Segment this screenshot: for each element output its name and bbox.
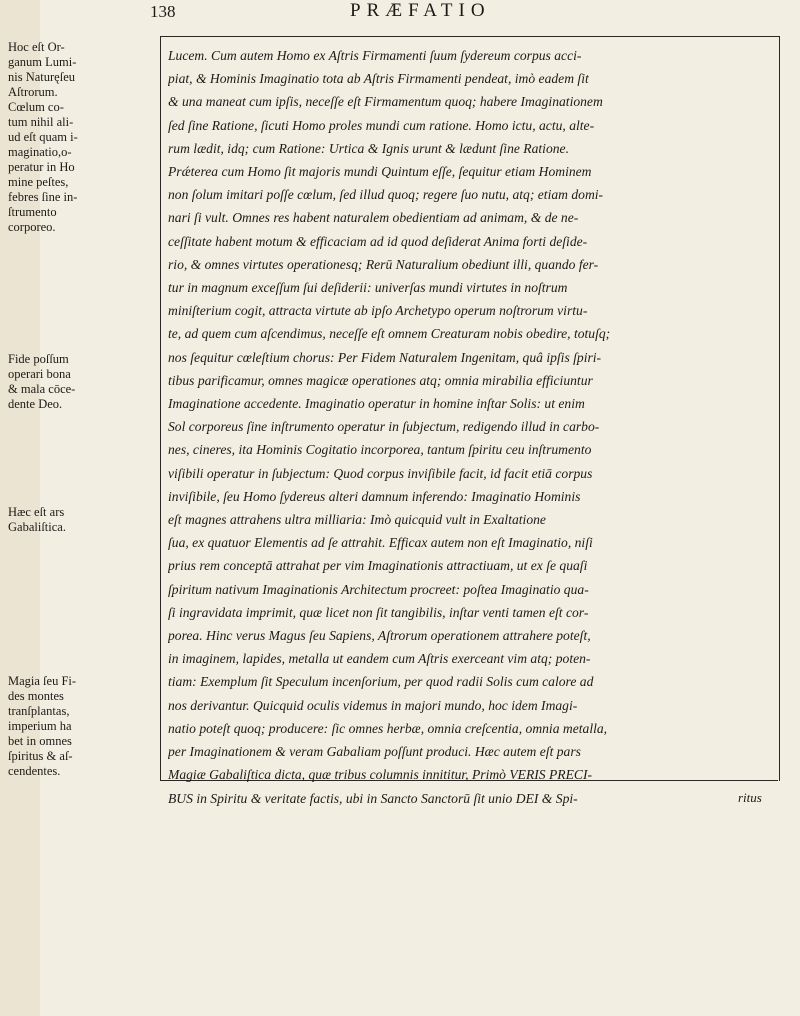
text-line: non ſolum imitari poſſe cœlum, ſed illud quoq; regere ſuo nutu, atq; etiam domi- (168, 187, 604, 203)
text-line: porea. Hinc verus Magus ſeu Sapiens, Aſtrorum operationem attrahere poteſt, (168, 628, 591, 644)
text-line: Magiæ Gabaliſtica dicta, quæ tribus columnis innititur, Primò VERIS PRECI- (168, 767, 593, 783)
margin-line: ud eſt quam i- (8, 130, 78, 144)
margin-note-gabalistica (8, 505, 158, 535)
text-line: BUS in Spiritu & veritate factis, ubi in Sancto Sanctorū ſit unio DEI & Spi- (168, 790, 578, 806)
text-line: prius rem conceptā attrahat per vim Imaginationis attractiuam, ut ex ſe quaſi (168, 558, 588, 574)
text-line: miniſterium cogit, attracta virtute ab ipſo Archetypo operum noſtrorum virtu- (168, 303, 588, 319)
text-line: ſua, ex quatuor Elementis ad ſe attrahit. Efficax autem non eſt Imaginatio, niſi (168, 535, 593, 551)
text-line: ceſſitate habent motum & efficaciam ad id quod deſiderat Anima forti deſide- (168, 233, 588, 249)
margin-line: cendentes. (8, 764, 61, 778)
text-line: Imaginatione accedente. Imaginatio operatur in homine inſtar Solis: ut enim (168, 396, 585, 412)
margin-line: operari bona (8, 367, 71, 381)
margin-line: Magia ſeu Fi- (8, 674, 77, 688)
main-text-block (168, 44, 776, 810)
margin-line: ſpiritus & aſ- (8, 749, 73, 763)
margin-line: peratur in Ho (8, 160, 75, 174)
text-line: tiam: Exemplum ſit Speculum incenſorium, per quod radii Solis cum calore ad (168, 674, 594, 690)
text-line: ſpiritum nativum Imaginationis Architectum procreet: poſtea Imaginatio qua- (168, 581, 589, 597)
margin-line: ſtrumento (8, 205, 57, 219)
margin-note-fide (8, 352, 158, 412)
margin-line: febres ſine in- (8, 190, 78, 204)
margin-line: & mala cōce- (8, 382, 76, 396)
margin-line: ganum Lumi- (8, 55, 77, 69)
text-line: natio poteſt quoq; producere: ſic omnes herbæ, omnia creſcentia, omnia metalla, (168, 720, 608, 736)
margin-line: Hoc eſt Or- (8, 40, 65, 54)
margin-line: imperium ha (8, 719, 72, 733)
margin-line: tranſplantas, (8, 704, 70, 718)
text-line: nari ſi vult. Omnes res habent naturalem obedientiam ad animam, & de ne- (168, 210, 579, 226)
margin-line: des montes (8, 689, 64, 703)
margin-line: corporeo. (8, 220, 56, 234)
text-line: tur in magnum exceſſum ſui deſiderii: univerſas mundi virtutes in noſtrum (168, 280, 568, 296)
text-line: Sol corporeus ſine inſtrumento operatur in ſubjectum, redigendo illud in carbo- (168, 419, 600, 435)
text-line: rio, & omnes virtutes operationesq; Rerū Naturalium obediunt illi, quando fer- (168, 256, 599, 272)
page-number: 138 (150, 2, 176, 21)
margin-line: maginatio,o- (8, 145, 72, 159)
running-title: PRÆFATIO (350, 0, 491, 21)
margin-note-organum (8, 40, 158, 235)
margin-line: bet in omnes (8, 734, 72, 748)
text-line: eſt magnes attrahens ultra milliaria: Imò quicquid vult in Exaltatione (168, 512, 546, 528)
margin-line: mine peſtes, (8, 175, 69, 189)
text-line: in imaginem, lapides, metalla ut eandem cum Aſtris exerceant vim atq; poten- (168, 651, 591, 667)
text-line: inviſibile, ſeu Homo ſydereus alteri damnum inferendo: Imaginatio Hominis (168, 488, 581, 504)
margin-line: nis Naturęſeu (8, 70, 75, 84)
text-line: nos ſequitur cœleſtium chorus: Per Fidem Naturalem Ingenitam, quâ ipſis ſpiri- (168, 349, 602, 365)
text-line: rum lædit, idq; cum Ratione: Urtica & Ignis urunt & lædunt ſine Ratione. (168, 140, 569, 156)
margin-line: Cœlum co- (8, 100, 64, 114)
text-line: viſibili operatur in ſubjectum: Quod corpus inviſibile facit, id facit etiā corpus (168, 465, 593, 481)
text-line: te, ad quem cum aſcendimus, neceſſe eſt omnem Creaturam nobis obedire, totuſq; (168, 326, 611, 342)
catchword: ritus (738, 790, 762, 805)
text-line: tibus parificamur, omnes magicæ operationes atq; omnia mirabilia efficiuntur (168, 372, 593, 388)
margin-line: tum nihil ali- (8, 115, 74, 129)
margin-line: Hæc eſt ars (8, 505, 65, 519)
text-line: per Imaginationem & veram Gabaliam poſſunt produci. Hæc autem eſt pars (168, 744, 581, 760)
text-line: ſi ingravidata imprimit, quæ licet non ſit tangibilis, inſtar venti tamen eſt cor- (168, 604, 589, 620)
margin-line: Gabaliſtica. (8, 520, 66, 534)
text-line: & una maneat cum ipſis, neceſſe eſt Firmamentum quoq; habere Imaginationem (168, 94, 603, 110)
margin-line: dente Deo. (8, 397, 63, 411)
text-line: nos derivantur. Quicquid oculis videmus in majori mundo, hoc idem Imagi- (168, 697, 578, 713)
text-line: ſed ſine Ratione, ſicuti Homo proles mundi cum ratione. Homo ictu, actu, alte- (168, 117, 595, 133)
text-line: nes, cineres, ita Hominis Cogitatio incorporea, tantum ſpiritu ceu inſtrumento (168, 442, 592, 458)
margin-note-magia (8, 674, 158, 779)
margin-line: Fide poſſum (8, 352, 69, 366)
margin-line: Aſtrorum. (8, 85, 58, 99)
text-line: piat, & Hominis Imaginatio tota ab Aſtris Firmamenti pendeat, imò eadem ſit (168, 71, 589, 87)
text-line: Prǽterea cum Homo ſit majoris mundi Quintum eſſe, ſequitur etiam Hominem (168, 164, 592, 180)
text-line: Lucem. Cum autem Homo ex Aſtris Firmamenti ſuum ſydereum corpus acci- (168, 48, 582, 63)
